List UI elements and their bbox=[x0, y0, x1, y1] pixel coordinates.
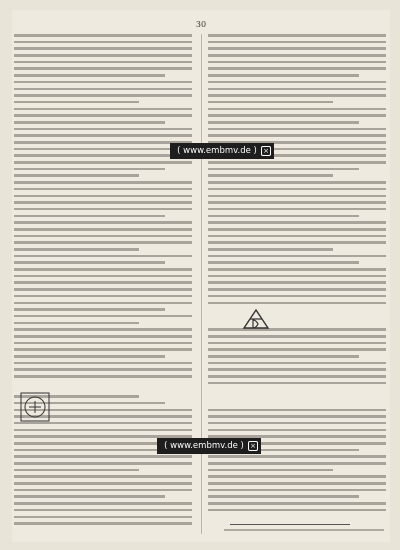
text-line bbox=[208, 409, 386, 412]
text-line bbox=[14, 108, 192, 111]
text-line bbox=[208, 288, 386, 291]
text-line bbox=[208, 161, 386, 164]
text-line bbox=[14, 67, 192, 70]
text-line bbox=[14, 315, 192, 318]
text-line bbox=[14, 362, 192, 365]
column-divider bbox=[201, 34, 202, 534]
text-line bbox=[208, 422, 386, 425]
text-line bbox=[14, 47, 192, 50]
footnote-rule bbox=[230, 524, 350, 525]
watermark-banner[interactable] bbox=[157, 438, 261, 454]
text-line bbox=[14, 128, 192, 131]
text-line bbox=[208, 134, 386, 137]
text-line bbox=[208, 248, 333, 251]
text-line bbox=[14, 181, 192, 184]
text-line bbox=[208, 61, 386, 64]
text-line bbox=[14, 275, 192, 278]
text-line bbox=[208, 281, 386, 284]
text-line bbox=[208, 328, 386, 331]
text-line bbox=[208, 201, 386, 204]
text-line bbox=[208, 34, 386, 37]
text-line bbox=[14, 81, 192, 84]
text-line bbox=[14, 235, 192, 238]
text-line bbox=[14, 516, 192, 519]
text-line bbox=[208, 469, 333, 472]
text-line bbox=[208, 268, 386, 271]
text-line bbox=[208, 348, 386, 351]
text-line bbox=[208, 108, 386, 111]
text-line bbox=[14, 208, 192, 211]
text-line bbox=[208, 174, 333, 177]
text-line bbox=[14, 328, 192, 331]
text-line bbox=[14, 54, 192, 57]
text-line bbox=[208, 128, 386, 131]
text-line bbox=[208, 429, 386, 432]
text-line bbox=[208, 415, 386, 418]
text-line bbox=[14, 168, 165, 171]
text-line bbox=[208, 362, 386, 365]
text-line bbox=[14, 335, 192, 338]
text-line bbox=[14, 295, 192, 298]
text-line bbox=[208, 121, 359, 124]
text-line bbox=[14, 509, 192, 512]
text-line bbox=[208, 342, 386, 345]
text-line bbox=[208, 455, 386, 458]
text-line bbox=[14, 469, 139, 472]
text-line bbox=[208, 168, 359, 171]
right-column-text bbox=[208, 34, 386, 534]
text-line bbox=[14, 429, 192, 432]
watermark-text: ( www.embmv.de ) bbox=[177, 146, 257, 156]
text-line bbox=[208, 502, 386, 505]
text-line bbox=[14, 342, 192, 345]
text-line bbox=[14, 101, 139, 104]
text-line bbox=[14, 489, 192, 492]
left-column-text bbox=[14, 34, 192, 534]
text-line bbox=[14, 248, 139, 251]
text-line bbox=[14, 308, 165, 311]
text-line bbox=[14, 322, 139, 325]
text-line bbox=[208, 275, 386, 278]
text-line bbox=[14, 348, 192, 351]
footnote-line bbox=[224, 529, 384, 531]
text-line bbox=[14, 195, 192, 198]
text-line bbox=[14, 221, 192, 224]
text-line bbox=[208, 81, 386, 84]
text-line bbox=[14, 475, 192, 478]
text-line bbox=[208, 74, 359, 77]
monogram-icon bbox=[242, 308, 270, 330]
text-line bbox=[14, 502, 192, 505]
text-line bbox=[14, 41, 192, 44]
text-line bbox=[14, 61, 192, 64]
text-line bbox=[14, 495, 165, 498]
seal-icon bbox=[20, 392, 50, 422]
watermark-text: ( www.embmv.de ) bbox=[164, 441, 244, 451]
text-line bbox=[14, 522, 192, 525]
text-line bbox=[208, 335, 386, 338]
text-line bbox=[14, 462, 192, 465]
text-line bbox=[208, 215, 359, 218]
text-line bbox=[208, 241, 386, 244]
text-line bbox=[208, 41, 386, 44]
text-line bbox=[208, 54, 386, 57]
text-line bbox=[14, 268, 192, 271]
text-line bbox=[14, 188, 192, 191]
text-line bbox=[14, 174, 139, 177]
text-line bbox=[208, 482, 386, 485]
text-line bbox=[14, 288, 192, 291]
text-line bbox=[208, 235, 386, 238]
text-line bbox=[208, 94, 386, 97]
text-line bbox=[14, 74, 165, 77]
book-page bbox=[12, 10, 390, 542]
text-line bbox=[208, 181, 386, 184]
text-line bbox=[14, 375, 192, 378]
text-line bbox=[208, 47, 386, 50]
text-line bbox=[14, 148, 192, 151]
text-line bbox=[14, 201, 192, 204]
text-line bbox=[208, 355, 359, 358]
text-line bbox=[14, 154, 192, 157]
text-line bbox=[208, 88, 386, 91]
close-icon[interactable]: × bbox=[248, 441, 258, 451]
text-line bbox=[14, 368, 192, 371]
text-line bbox=[14, 228, 192, 231]
text-line bbox=[208, 462, 386, 465]
text-line bbox=[14, 482, 192, 485]
text-line bbox=[208, 489, 386, 492]
text-line bbox=[208, 375, 386, 378]
text-line bbox=[208, 221, 386, 224]
text-line bbox=[14, 261, 165, 264]
text-line bbox=[14, 449, 165, 452]
text-line bbox=[14, 422, 192, 425]
text-line bbox=[208, 208, 386, 211]
text-line bbox=[208, 509, 386, 512]
text-line bbox=[208, 188, 386, 191]
text-line bbox=[208, 195, 386, 198]
text-line bbox=[208, 475, 386, 478]
watermark-banner[interactable] bbox=[170, 143, 274, 159]
text-line bbox=[208, 368, 386, 371]
text-line bbox=[14, 34, 192, 37]
text-line bbox=[208, 101, 333, 104]
text-line bbox=[208, 67, 386, 70]
text-line bbox=[208, 228, 386, 231]
text-line bbox=[14, 121, 165, 124]
page-number: 30 bbox=[195, 20, 207, 29]
text-line bbox=[14, 114, 192, 117]
text-line bbox=[14, 88, 192, 91]
text-line bbox=[14, 141, 192, 144]
text-line bbox=[14, 255, 192, 258]
text-line bbox=[14, 302, 192, 305]
text-line bbox=[14, 355, 165, 358]
text-line bbox=[208, 382, 386, 385]
text-line bbox=[14, 241, 192, 244]
text-line bbox=[14, 281, 192, 284]
text-line bbox=[208, 114, 386, 117]
text-line bbox=[14, 134, 192, 137]
text-line bbox=[208, 495, 359, 498]
text-line bbox=[14, 455, 192, 458]
text-line bbox=[208, 261, 359, 264]
text-line bbox=[14, 94, 192, 97]
text-line bbox=[208, 295, 386, 298]
text-line bbox=[14, 215, 165, 218]
text-line bbox=[208, 302, 386, 305]
text-line bbox=[208, 255, 386, 258]
close-icon[interactable]: × bbox=[261, 146, 271, 156]
text-line bbox=[14, 161, 192, 164]
